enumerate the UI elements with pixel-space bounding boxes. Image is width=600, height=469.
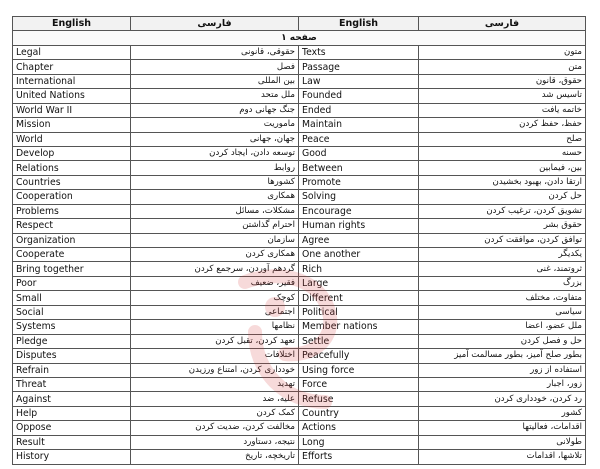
persian-term: زور، اجبار — [419, 377, 586, 391]
english-term: Law — [299, 74, 419, 88]
english-term: Disputes — [13, 349, 131, 363]
persian-term: حفظ، حفظ کردن — [419, 118, 586, 132]
english-term: Agree — [299, 233, 419, 247]
table-row — [13, 190, 586, 204]
english-term: Help — [13, 406, 131, 420]
english-term: Problems — [13, 204, 131, 218]
english-term: Solving — [299, 190, 419, 204]
table-row — [13, 291, 586, 305]
persian-term: ثروتمند، غنی — [419, 262, 586, 276]
english-term: Bring together — [13, 262, 131, 276]
english-term: Peacefully — [299, 349, 419, 363]
english-term: Maintain — [299, 118, 419, 132]
persian-term: بطور صلح آمیز، بطور مسالمت آمیز — [419, 349, 586, 363]
persian-term: تاریخچه، تاریخ — [131, 450, 299, 464]
english-term: Political — [299, 305, 419, 319]
table-row — [13, 118, 586, 132]
table-row — [13, 377, 586, 391]
english-term: Using force — [299, 363, 419, 377]
persian-term: سیاسی — [419, 305, 586, 319]
table-row — [13, 132, 586, 146]
persian-term: رد کردن، خودداری کردن — [419, 392, 586, 406]
english-term: Different — [299, 291, 419, 305]
table-row — [13, 276, 586, 290]
english-term: Human rights — [299, 219, 419, 233]
persian-term: کشور — [419, 406, 586, 420]
persian-term: تعهد کردن، تقبل کردن — [131, 334, 299, 348]
english-term: World War II — [13, 103, 131, 117]
page-label-row — [13, 31, 586, 45]
english-term: Refrain — [13, 363, 131, 377]
persian-term: حقوق بشر — [419, 219, 586, 233]
header-english-2: English — [299, 17, 419, 31]
persian-term: گردهم آوردن، سرجمع کردن — [131, 262, 299, 276]
table-row — [13, 406, 586, 420]
persian-term: توافق کردن، موافقت کردن — [419, 233, 586, 247]
table-row — [13, 320, 586, 334]
persian-term: جنگ جهانی دوم — [131, 103, 299, 117]
english-term: Result — [13, 435, 131, 449]
persian-term: احترام گذاشتن — [131, 219, 299, 233]
persian-term: تهدید — [131, 377, 299, 391]
english-term: Cooperate — [13, 248, 131, 262]
english-term: History — [13, 450, 131, 464]
english-term: Efforts — [299, 450, 419, 464]
english-term: Against — [13, 392, 131, 406]
header-persian-1: فارسی — [131, 17, 299, 31]
persian-term: تشویق کردن، ترغیب کردن — [419, 204, 586, 218]
english-term: Settle — [299, 334, 419, 348]
english-term: Ended — [299, 103, 419, 117]
persian-term: همکاری — [131, 190, 299, 204]
persian-term: اختلافات — [131, 349, 299, 363]
english-term: Large — [299, 276, 419, 290]
english-term: United Nations — [13, 89, 131, 103]
header-english-1: English — [13, 17, 131, 31]
english-term: Countries — [13, 175, 131, 189]
english-term: Founded — [299, 89, 419, 103]
vocabulary-sheet — [12, 16, 585, 465]
english-term: Encourage — [299, 204, 419, 218]
table-row — [13, 392, 586, 406]
persian-term: بزرگ — [419, 276, 586, 290]
persian-term: متون — [419, 45, 586, 59]
persian-term: حل و فصل کردن — [419, 334, 586, 348]
persian-term: حقوق، قانون — [419, 74, 586, 88]
persian-term: متفاوت، مختلف — [419, 291, 586, 305]
persian-term: ملل عضو، اعضا — [419, 320, 586, 334]
persian-term: فصل — [131, 60, 299, 74]
table-row — [13, 233, 586, 247]
english-term: Oppose — [13, 421, 131, 435]
vocabulary-table — [12, 16, 586, 465]
english-term: Mission — [13, 118, 131, 132]
persian-term: کوچک — [131, 291, 299, 305]
english-term: Organization — [13, 233, 131, 247]
persian-term: علیه، ضد — [131, 392, 299, 406]
english-term: Social — [13, 305, 131, 319]
table-row — [13, 363, 586, 377]
persian-term: فقیر، ضعیف — [131, 276, 299, 290]
persian-term: بین، فیمابین — [419, 161, 586, 175]
english-term: Country — [299, 406, 419, 420]
persian-term: ارتقا دادن، بهبود بخشیدن — [419, 175, 586, 189]
table-row — [13, 248, 586, 262]
header-persian-2: فارسی — [419, 17, 586, 31]
persian-term: حل کردن — [419, 190, 586, 204]
english-term: World — [13, 132, 131, 146]
english-term: Develop — [13, 146, 131, 160]
table-row — [13, 60, 586, 74]
table-row — [13, 219, 586, 233]
english-term: Poor — [13, 276, 131, 290]
persian-term: طولانی — [419, 435, 586, 449]
english-term: Member nations — [299, 320, 419, 334]
persian-term: نتیجه، دستاورد — [131, 435, 299, 449]
english-term: Texts — [299, 45, 419, 59]
table-row — [13, 103, 586, 117]
persian-term: خودداری کردن، امتناع ورزیدن — [131, 363, 299, 377]
english-term: Long — [299, 435, 419, 449]
english-term: Pledge — [13, 334, 131, 348]
table-row — [13, 450, 586, 464]
header-row — [13, 17, 586, 31]
persian-term: متن — [419, 60, 586, 74]
persian-term: ملل متحد — [131, 89, 299, 103]
table-row — [13, 349, 586, 363]
table-row — [13, 421, 586, 435]
table-row — [13, 334, 586, 348]
persian-term: کمک کردن — [131, 406, 299, 420]
persian-term: بین المللی — [131, 74, 299, 88]
english-term: Systems — [13, 320, 131, 334]
table-row — [13, 146, 586, 160]
english-term: Cooperation — [13, 190, 131, 204]
page-label: صفحه ۱ — [13, 31, 586, 45]
persian-term: صلح — [419, 132, 586, 146]
english-term: Threat — [13, 377, 131, 391]
table-row — [13, 175, 586, 189]
persian-term: جهان، جهانی — [131, 132, 299, 146]
persian-term: خاتمه یافت — [419, 103, 586, 117]
english-term: Refuse — [299, 392, 419, 406]
english-term: Between — [299, 161, 419, 175]
english-term: Peace — [299, 132, 419, 146]
persian-term: یکدیگر — [419, 248, 586, 262]
english-term: Relations — [13, 161, 131, 175]
english-term: Promote — [299, 175, 419, 189]
persian-term: مشکلات، مسائل — [131, 204, 299, 218]
persian-term: روابط — [131, 161, 299, 175]
english-term: Force — [299, 377, 419, 391]
english-term: Actions — [299, 421, 419, 435]
english-term: Good — [299, 146, 419, 160]
english-term: One another — [299, 248, 419, 262]
table-row — [13, 89, 586, 103]
persian-term: تاسیس شد — [419, 89, 586, 103]
english-term: Passage — [299, 60, 419, 74]
persian-term: اقدامات، فعالیتها — [419, 421, 586, 435]
table-row — [13, 262, 586, 276]
english-term: Respect — [13, 219, 131, 233]
table-row — [13, 305, 586, 319]
table-row — [13, 74, 586, 88]
table-row — [13, 161, 586, 175]
english-term: Small — [13, 291, 131, 305]
persian-term: حسنه — [419, 146, 586, 160]
persian-term: کشورها — [131, 175, 299, 189]
english-term: Chapter — [13, 60, 131, 74]
table-row — [13, 204, 586, 218]
table-row — [13, 435, 586, 449]
persian-term: همکاری کردن — [131, 248, 299, 262]
english-term: International — [13, 74, 131, 88]
persian-term: حقوقی، قانونی — [131, 45, 299, 59]
english-term: Legal — [13, 45, 131, 59]
persian-term: توسعه دادن، ایجاد کردن — [131, 146, 299, 160]
persian-term: ماموریت — [131, 118, 299, 132]
persian-term: استفاده از زور — [419, 363, 586, 377]
persian-term: مخالفت کردن، ضدیت کردن — [131, 421, 299, 435]
persian-term: اجتماعی — [131, 305, 299, 319]
persian-term: سازمان — [131, 233, 299, 247]
persian-term: نظامها — [131, 320, 299, 334]
persian-term: تلاشها، اقدامات — [419, 450, 586, 464]
table-row — [13, 45, 586, 59]
english-term: Rich — [299, 262, 419, 276]
